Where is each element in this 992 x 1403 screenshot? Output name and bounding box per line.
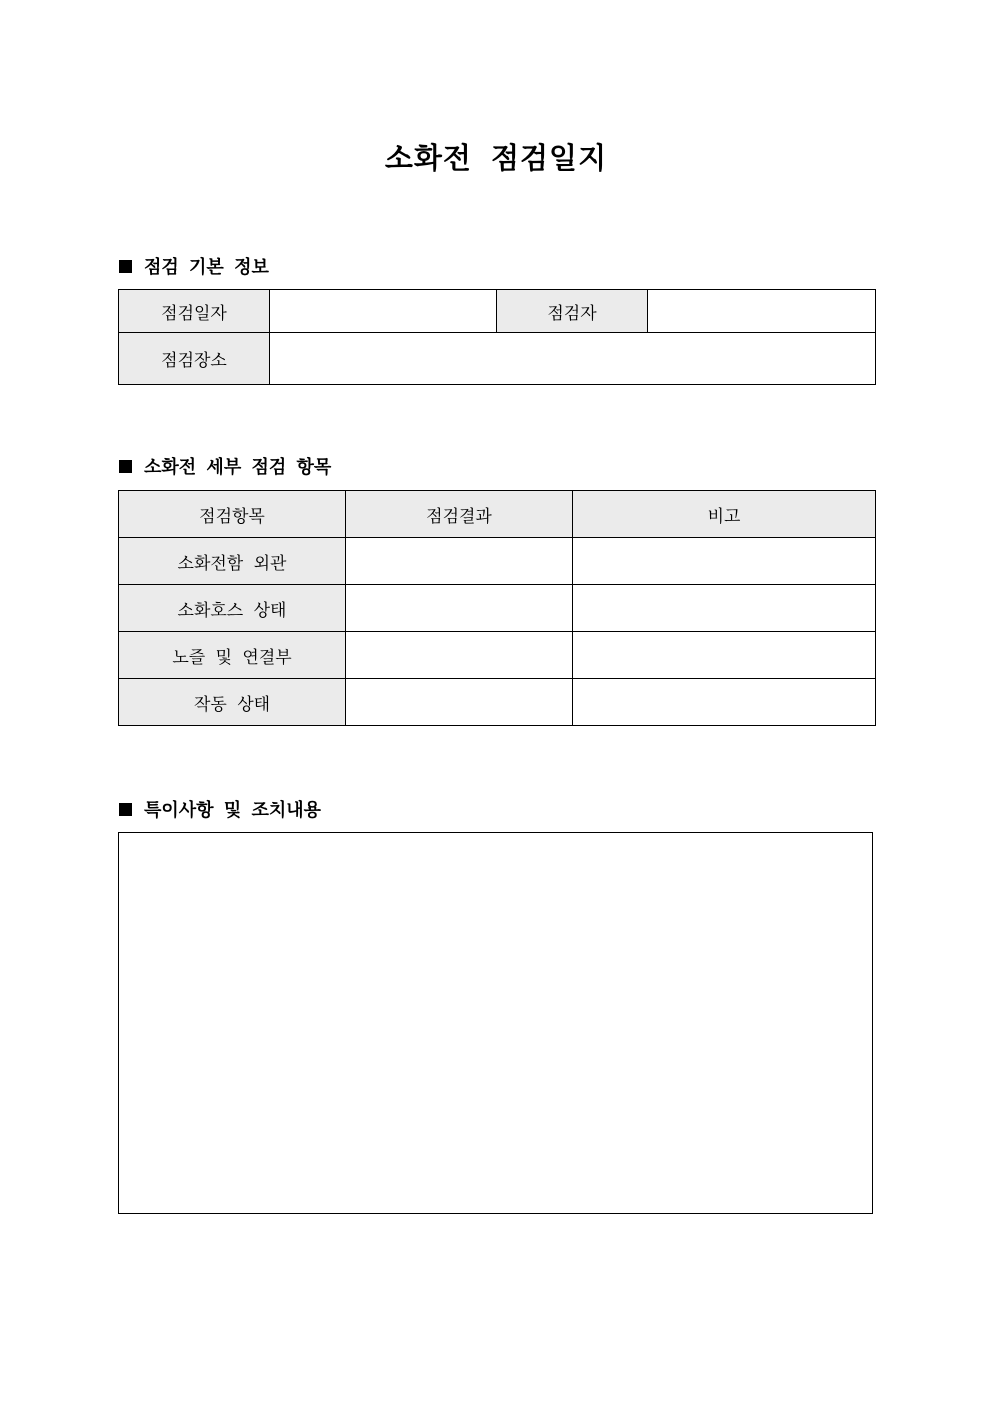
row-note-field[interactable] (573, 538, 876, 585)
square-bullet-icon (119, 460, 132, 473)
row-item-label: 소화호스 상태 (119, 585, 346, 632)
row-result-field[interactable] (346, 632, 573, 679)
section-heading-label: 소화전 세부 점검 항목 (144, 457, 332, 478)
page-title: 소화전 점검일지 (384, 141, 608, 175)
row-note-field[interactable] (573, 679, 876, 726)
table-row (119, 538, 876, 585)
row-result-field[interactable] (346, 585, 573, 632)
section-heading-remarks (119, 796, 321, 822)
table-row (119, 585, 876, 632)
inspection-date-field[interactable] (270, 290, 497, 333)
row-note-field[interactable] (573, 632, 876, 679)
detail-inspection-table (118, 490, 876, 726)
section-heading-label: 점검 기본 정보 (144, 257, 269, 278)
inspection-date-label: 점검일자 (119, 290, 270, 333)
table-row (119, 632, 876, 679)
column-header-result: 점검결과 (346, 491, 573, 538)
table-row (119, 679, 876, 726)
row-item-label: 소화전함 외관 (119, 538, 346, 585)
row-item-label: 작동 상태 (119, 679, 346, 726)
inspection-location-label: 점검장소 (119, 333, 270, 385)
inspector-field[interactable] (648, 290, 876, 333)
column-header-note: 비고 (573, 491, 876, 538)
row-note-field[interactable] (573, 585, 876, 632)
inspector-label: 점검자 (497, 290, 648, 333)
basic-info-table (118, 289, 876, 385)
section-heading-detail-items (119, 453, 331, 479)
square-bullet-icon (119, 260, 132, 273)
inspection-location-field[interactable] (270, 333, 876, 385)
square-bullet-icon (119, 803, 132, 816)
remarks-textarea[interactable] (118, 832, 873, 1214)
row-result-field[interactable] (346, 679, 573, 726)
section-heading-label: 특이사항 및 조치내용 (144, 800, 322, 821)
column-header-item: 점검항목 (119, 491, 346, 538)
row-item-label: 노즐 및 연결부 (119, 632, 346, 679)
row-result-field[interactable] (346, 538, 573, 585)
section-heading-basic-info (119, 253, 269, 279)
table-header-row (119, 491, 876, 538)
